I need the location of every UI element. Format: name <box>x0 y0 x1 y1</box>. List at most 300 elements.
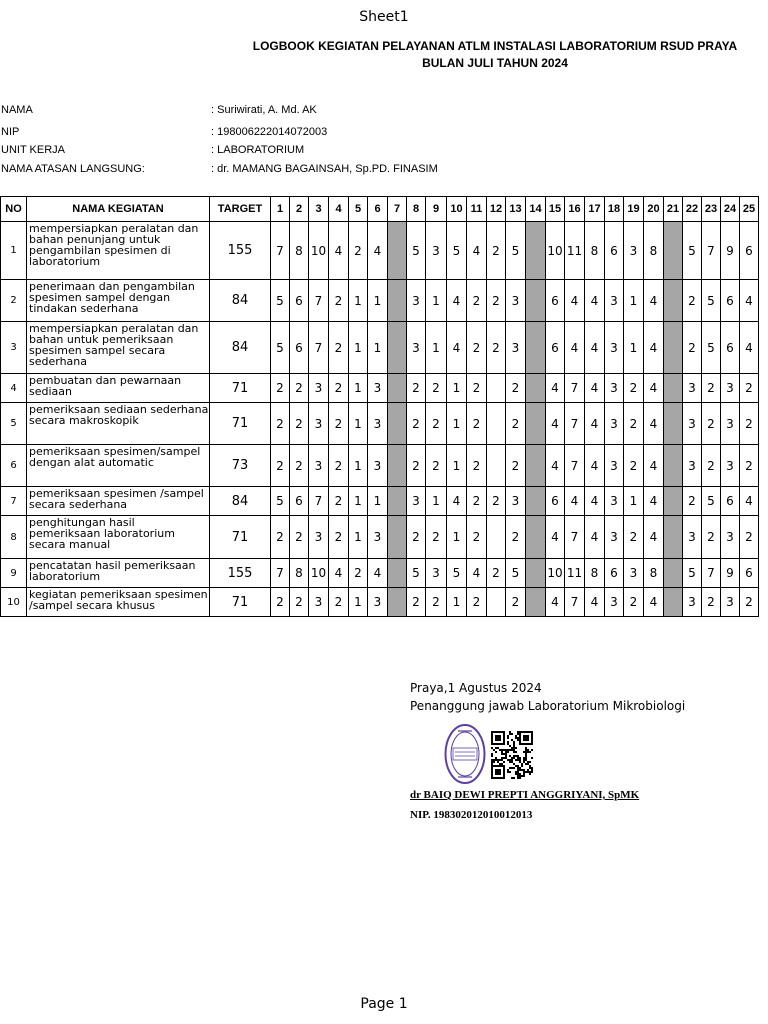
day-cell: 3 <box>683 374 702 403</box>
day-cell: 2 <box>624 445 644 487</box>
table-row <box>1 403 759 445</box>
day-cell: 5 <box>271 280 290 322</box>
day-cell: 1 <box>368 487 388 516</box>
table-row <box>1 588 759 617</box>
day-cell: 4 <box>585 516 605 559</box>
day-cell <box>487 445 506 487</box>
day-cell: 7 <box>565 445 585 487</box>
day-cell: 4 <box>585 588 605 617</box>
day-cell: 3 <box>407 280 426 322</box>
day-cell: 2 <box>407 374 426 403</box>
day-cell: 1 <box>349 280 368 322</box>
day-cell-shaded <box>664 222 683 280</box>
row-no: 4 <box>1 374 27 403</box>
day-cell: 2 <box>487 559 506 588</box>
header-target: TARGET <box>210 197 271 222</box>
day-cell: 6 <box>546 487 565 516</box>
title-line-2: BULAN JULI TAHUN 2024 <box>422 56 568 70</box>
day-cell: 2 <box>702 588 721 617</box>
day-cell: 7 <box>702 222 721 280</box>
info-label: NAMA ATASAN LANGSUNG: <box>1 163 145 175</box>
day-cell: 3 <box>368 445 388 487</box>
day-cell: 3 <box>506 487 526 516</box>
day-cell-shaded <box>388 403 407 445</box>
header-day: 11 <box>467 197 487 222</box>
day-cell: 4 <box>644 403 664 445</box>
day-cell: 4 <box>585 280 605 322</box>
day-cell: 2 <box>271 516 290 559</box>
table-row <box>1 516 759 559</box>
activity-name: pemeriksaan sediaan sederhana secara makroskopik <box>27 403 210 445</box>
day-cell-shaded <box>664 559 683 588</box>
day-cell: 2 <box>349 222 368 280</box>
day-cell: 5 <box>683 222 702 280</box>
header-day: 17 <box>585 197 605 222</box>
day-cell <box>487 403 506 445</box>
qr-code-icon <box>490 730 534 780</box>
day-cell: 7 <box>565 374 585 403</box>
day-cell-shaded <box>664 487 683 516</box>
day-cell: 2 <box>407 403 426 445</box>
info-value: : dr. MAMANG BAGAINSAH, Sp.PD. FINASIM <box>211 163 438 175</box>
day-cell: 2 <box>290 588 309 617</box>
info-label: UNIT KERJA <box>1 144 65 156</box>
activity-name: pembuatan dan pewarnaan sediaan <box>27 374 210 403</box>
day-cell: 2 <box>487 322 506 374</box>
day-cell: 2 <box>506 588 526 617</box>
page-footer: Page 1 <box>360 996 408 1012</box>
day-cell: 4 <box>368 559 388 588</box>
table-row <box>1 322 759 374</box>
day-cell: 1 <box>447 403 467 445</box>
activity-target: 71 <box>210 516 271 559</box>
day-cell: 2 <box>683 487 702 516</box>
day-cell: 2 <box>740 403 759 445</box>
day-cell: 4 <box>644 280 664 322</box>
day-cell-shaded <box>664 403 683 445</box>
day-cell: 4 <box>546 588 565 617</box>
day-cell: 5 <box>702 280 721 322</box>
day-cell: 1 <box>447 445 467 487</box>
header-day: 25 <box>740 197 759 222</box>
day-cell: 2 <box>407 588 426 617</box>
day-cell: 2 <box>487 487 506 516</box>
day-cell: 8 <box>290 559 309 588</box>
day-cell: 2 <box>702 516 721 559</box>
day-cell: 11 <box>565 222 585 280</box>
day-cell-shaded <box>526 487 546 516</box>
day-cell: 1 <box>624 487 644 516</box>
day-cell: 1 <box>368 280 388 322</box>
day-cell: 6 <box>605 222 624 280</box>
day-cell: 7 <box>565 588 585 617</box>
day-cell: 2 <box>467 516 487 559</box>
day-cell-shaded <box>664 445 683 487</box>
day-cell: 9 <box>721 559 740 588</box>
row-no: 1 <box>1 222 27 280</box>
activity-name: pencatatan hasil pemeriksaan laboratorium <box>27 559 210 588</box>
day-cell: 2 <box>290 374 309 403</box>
day-cell: 4 <box>585 403 605 445</box>
day-cell: 1 <box>349 588 368 617</box>
day-cell: 3 <box>506 280 526 322</box>
header-day: 4 <box>329 197 349 222</box>
activity-target: 84 <box>210 280 271 322</box>
activity-name: penerimaan dan pengambilan spesimen sampel dengan tindakan sederhana <box>27 280 210 322</box>
day-cell: 2 <box>467 588 487 617</box>
signatory-nip: NIP. 198302012010012013 <box>410 809 533 821</box>
day-cell-shaded <box>388 588 407 617</box>
day-cell <box>487 588 506 617</box>
day-cell: 2 <box>467 280 487 322</box>
activity-target: 84 <box>210 322 271 374</box>
day-cell: 2 <box>506 445 526 487</box>
day-cell: 7 <box>309 322 329 374</box>
day-cell: 11 <box>565 559 585 588</box>
activity-target: 155 <box>210 559 271 588</box>
header-day: 2 <box>290 197 309 222</box>
header-day: 7 <box>388 197 407 222</box>
row-no: 7 <box>1 487 27 516</box>
header-day: 16 <box>565 197 585 222</box>
day-cell: 2 <box>487 222 506 280</box>
activity-target: 73 <box>210 445 271 487</box>
day-cell: 3 <box>605 588 624 617</box>
activity-name: kegiatan pemeriksaan spesimen /sampel secara khusus <box>27 588 210 617</box>
day-cell: 3 <box>426 222 447 280</box>
day-cell: 3 <box>683 588 702 617</box>
day-cell: 2 <box>467 403 487 445</box>
day-cell: 4 <box>644 322 664 374</box>
day-cell: 2 <box>271 403 290 445</box>
day-cell: 4 <box>546 445 565 487</box>
info-row-supervisor <box>1 163 701 177</box>
day-cell: 3 <box>683 445 702 487</box>
day-cell: 8 <box>644 559 664 588</box>
day-cell: 2 <box>426 403 447 445</box>
day-cell: 8 <box>585 222 605 280</box>
day-cell-shaded <box>388 280 407 322</box>
table-row <box>1 280 759 322</box>
day-cell: 5 <box>447 222 467 280</box>
day-cell: 1 <box>447 374 467 403</box>
day-cell: 7 <box>271 559 290 588</box>
day-cell: 3 <box>721 445 740 487</box>
day-cell: 6 <box>740 559 759 588</box>
table-row <box>1 222 759 280</box>
day-cell-shaded <box>526 445 546 487</box>
day-cell: 5 <box>683 559 702 588</box>
day-cell: 3 <box>605 403 624 445</box>
day-cell: 2 <box>467 445 487 487</box>
day-cell: 6 <box>721 322 740 374</box>
day-cell: 7 <box>702 559 721 588</box>
sheet-title: Sheet1 <box>359 9 409 25</box>
header-name: NAMA KEGIATAN <box>27 197 210 222</box>
day-cell: 3 <box>506 322 526 374</box>
day-cell: 1 <box>426 487 447 516</box>
day-cell: 10 <box>546 559 565 588</box>
signatory-name: dr BAIQ DEWI PREPTI ANGGRIYANI, SpMK <box>410 789 640 801</box>
day-cell: 4 <box>740 322 759 374</box>
day-cell: 7 <box>309 280 329 322</box>
row-no: 10 <box>1 588 27 617</box>
day-cell: 4 <box>467 222 487 280</box>
day-cell: 5 <box>447 559 467 588</box>
day-cell: 3 <box>368 374 388 403</box>
row-no: 3 <box>1 322 27 374</box>
day-cell: 2 <box>702 403 721 445</box>
day-cell: 1 <box>624 322 644 374</box>
day-cell: 3 <box>426 559 447 588</box>
day-cell: 3 <box>407 322 426 374</box>
activity-name: mempersiapkan peralatan dan bahan untuk pemeriksaan spesimen sampel secara sederhana <box>27 322 210 374</box>
day-cell: 5 <box>506 559 526 588</box>
day-cell: 6 <box>721 487 740 516</box>
day-cell: 4 <box>546 403 565 445</box>
day-cell-shaded <box>526 588 546 617</box>
day-cell: 10 <box>309 222 329 280</box>
day-cell: 2 <box>329 403 349 445</box>
day-cell: 2 <box>740 374 759 403</box>
header-day: 15 <box>546 197 565 222</box>
day-cell: 4 <box>740 280 759 322</box>
day-cell: 2 <box>329 374 349 403</box>
day-cell: 4 <box>585 487 605 516</box>
info-value: : LABORATORIUM <box>211 144 305 156</box>
day-cell-shaded <box>526 322 546 374</box>
day-cell: 2 <box>290 516 309 559</box>
day-cell: 4 <box>565 322 585 374</box>
day-cell: 2 <box>702 374 721 403</box>
activity-name: pemeriksaan spesimen/sampel dengan alat automatic <box>27 445 210 487</box>
day-cell: 2 <box>349 559 368 588</box>
day-cell: 2 <box>290 403 309 445</box>
day-cell: 3 <box>309 516 329 559</box>
day-cell: 2 <box>624 588 644 617</box>
day-cell: 8 <box>585 559 605 588</box>
day-cell: 3 <box>683 516 702 559</box>
day-cell: 4 <box>467 559 487 588</box>
day-cell: 5 <box>271 487 290 516</box>
info-value: : 198006222014072003 <box>211 126 328 138</box>
day-cell: 1 <box>368 322 388 374</box>
day-cell-shaded <box>526 222 546 280</box>
info-row-nip <box>1 126 701 140</box>
activity-name: penghitungan hasil pemeriksaan laboratorium secara manual <box>27 516 210 559</box>
day-cell: 7 <box>309 487 329 516</box>
day-cell: 2 <box>740 445 759 487</box>
day-cell: 3 <box>407 487 426 516</box>
day-cell-shaded <box>526 403 546 445</box>
table-row <box>1 445 759 487</box>
day-cell: 1 <box>349 322 368 374</box>
day-cell: 3 <box>721 374 740 403</box>
day-cell: 2 <box>426 516 447 559</box>
day-cell: 8 <box>644 222 664 280</box>
header-day: 23 <box>702 197 721 222</box>
day-cell: 2 <box>271 374 290 403</box>
info-label: NIP <box>1 126 20 138</box>
day-cell-shaded <box>388 559 407 588</box>
day-cell: 10 <box>546 222 565 280</box>
day-cell: 3 <box>605 445 624 487</box>
day-cell: 3 <box>368 516 388 559</box>
day-cell: 2 <box>683 322 702 374</box>
day-cell-shaded <box>388 516 407 559</box>
day-cell: 4 <box>329 222 349 280</box>
row-no: 5 <box>1 403 27 445</box>
day-cell: 4 <box>447 322 467 374</box>
info-value: : Suriwirati, A. Md. AK <box>211 104 317 116</box>
day-cell: 2 <box>506 374 526 403</box>
header-day: 14 <box>526 197 546 222</box>
day-cell: 1 <box>349 403 368 445</box>
day-cell: 2 <box>271 445 290 487</box>
day-cell: 4 <box>644 516 664 559</box>
logbook-table <box>0 196 759 617</box>
header-day: 10 <box>447 197 467 222</box>
day-cell: 4 <box>546 374 565 403</box>
day-cell: 3 <box>605 322 624 374</box>
day-cell: 5 <box>407 559 426 588</box>
day-cell: 1 <box>349 516 368 559</box>
row-no: 9 <box>1 559 27 588</box>
day-cell-shaded <box>664 588 683 617</box>
day-cell: 4 <box>447 487 467 516</box>
day-cell: 5 <box>407 222 426 280</box>
day-cell: 3 <box>368 403 388 445</box>
day-cell: 4 <box>740 487 759 516</box>
day-cell: 3 <box>368 588 388 617</box>
day-cell: 6 <box>721 280 740 322</box>
day-cell: 1 <box>349 487 368 516</box>
activity-name: mempersiapkan peralatan dan bahan penunjang untuk pengambilan spesimen di laboratorium <box>27 222 210 280</box>
day-cell: 2 <box>329 487 349 516</box>
day-cell-shaded <box>664 322 683 374</box>
day-cell: 6 <box>546 280 565 322</box>
day-cell: 4 <box>546 516 565 559</box>
day-cell: 6 <box>290 322 309 374</box>
activity-name: pemeriksaan spesimen /sampel secara sederhana <box>27 487 210 516</box>
day-cell: 2 <box>740 588 759 617</box>
day-cell: 1 <box>349 445 368 487</box>
day-cell: 2 <box>467 487 487 516</box>
day-cell: 1 <box>447 588 467 617</box>
day-cell: 8 <box>290 222 309 280</box>
day-cell: 2 <box>329 322 349 374</box>
header-day: 8 <box>407 197 426 222</box>
day-cell: 3 <box>309 374 329 403</box>
day-cell: 5 <box>506 222 526 280</box>
day-cell-shaded <box>526 280 546 322</box>
day-cell: 2 <box>506 403 526 445</box>
document-title <box>230 38 760 72</box>
info-row-name <box>1 104 701 118</box>
day-cell: 4 <box>644 588 664 617</box>
info-row-unit <box>1 144 701 158</box>
day-cell: 6 <box>740 222 759 280</box>
day-cell: 2 <box>329 588 349 617</box>
day-cell: 2 <box>290 445 309 487</box>
day-cell-shaded <box>388 322 407 374</box>
day-cell-shaded <box>664 374 683 403</box>
day-cell: 4 <box>565 280 585 322</box>
day-cell: 10 <box>309 559 329 588</box>
day-cell: 4 <box>585 322 605 374</box>
header-day: 6 <box>368 197 388 222</box>
day-cell: 5 <box>271 322 290 374</box>
day-cell: 2 <box>624 403 644 445</box>
day-cell: 1 <box>426 280 447 322</box>
row-no: 8 <box>1 516 27 559</box>
day-cell: 4 <box>585 445 605 487</box>
day-cell: 3 <box>605 374 624 403</box>
day-cell: 3 <box>683 403 702 445</box>
row-no: 2 <box>1 280 27 322</box>
activity-target: 71 <box>210 403 271 445</box>
header-day: 12 <box>487 197 506 222</box>
day-cell: 2 <box>407 445 426 487</box>
sign-role: Penanggung jawab Laboratorium Mikrobiologi <box>410 699 686 713</box>
row-no: 6 <box>1 445 27 487</box>
header-day: 1 <box>271 197 290 222</box>
day-cell: 4 <box>565 487 585 516</box>
day-cell: 4 <box>447 280 467 322</box>
day-cell: 2 <box>271 588 290 617</box>
day-cell: 6 <box>605 559 624 588</box>
day-cell: 7 <box>565 403 585 445</box>
header-day: 24 <box>721 197 740 222</box>
day-cell: 6 <box>546 322 565 374</box>
day-cell: 2 <box>426 588 447 617</box>
day-cell: 7 <box>271 222 290 280</box>
day-cell: 2 <box>624 516 644 559</box>
day-cell: 5 <box>702 322 721 374</box>
day-cell: 2 <box>683 280 702 322</box>
day-cell: 2 <box>624 374 644 403</box>
header-day: 20 <box>644 197 664 222</box>
day-cell-shaded <box>526 516 546 559</box>
day-cell: 3 <box>309 445 329 487</box>
title-line-1: LOGBOOK KEGIATAN PELAYANAN ATLM INSTALASI LABORATORIUM RSUD PRAYA <box>252 39 738 53</box>
day-cell: 2 <box>740 516 759 559</box>
header-day: 9 <box>426 197 447 222</box>
header-day: 21 <box>664 197 683 222</box>
activity-target: 71 <box>210 374 271 403</box>
header-day: 22 <box>683 197 702 222</box>
day-cell: 2 <box>467 374 487 403</box>
day-cell: 6 <box>290 487 309 516</box>
info-label: NAMA <box>1 104 33 116</box>
header-day: 18 <box>605 197 624 222</box>
day-cell: 2 <box>426 445 447 487</box>
day-cell: 1 <box>426 322 447 374</box>
day-cell-shaded <box>664 516 683 559</box>
day-cell: 7 <box>565 516 585 559</box>
day-cell: 6 <box>290 280 309 322</box>
day-cell-shaded <box>526 559 546 588</box>
day-cell: 3 <box>605 487 624 516</box>
day-cell: 3 <box>721 588 740 617</box>
day-cell: 2 <box>467 322 487 374</box>
sign-place-date: Praya,1 Agustus 2024 <box>410 681 542 695</box>
day-cell: 4 <box>644 445 664 487</box>
table-row <box>1 487 759 516</box>
activity-target: 71 <box>210 588 271 617</box>
official-stamp-icon <box>444 723 486 785</box>
day-cell: 3 <box>605 516 624 559</box>
